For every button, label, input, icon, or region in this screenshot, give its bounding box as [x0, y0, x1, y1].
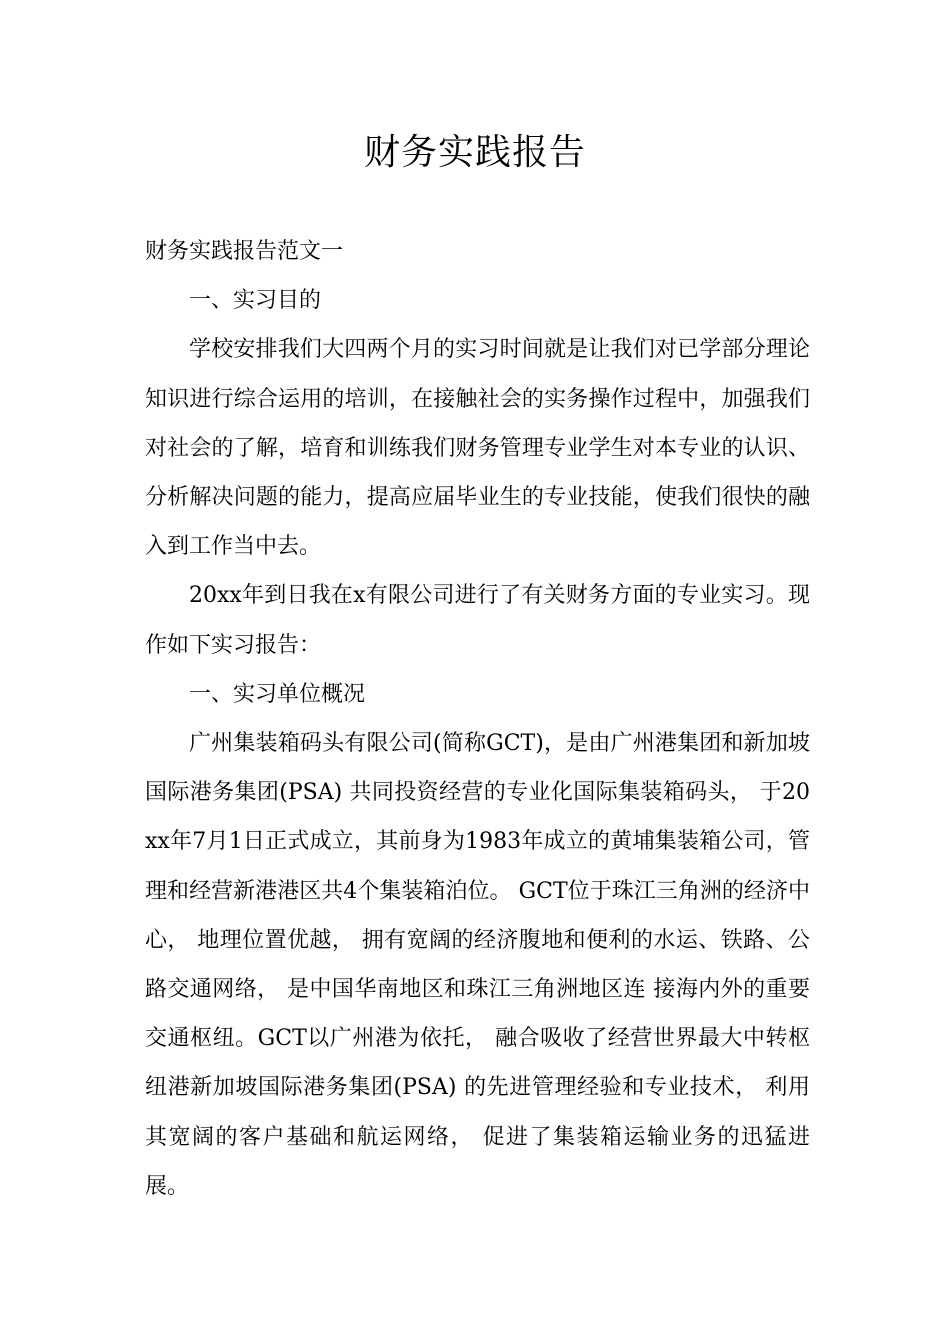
document-title: 财务实践报告: [363, 132, 586, 173]
document-body: [145, 227, 810, 1211]
paragraph-intro: 20xx年到日我在x有限公司进行了有关财务方面的专业实习。现作如下实习报告：: [145, 583, 810, 658]
heading-company-overview: 一、实习单位概况: [189, 681, 366, 707]
paragraph-purpose: 学校安排我们大四两个月的实习时间就是让我们对已学部分理论知识进行综合运用的培训，在接触社会的实务操作过程中，加强我们对社会的了解，培育和训练我们财务管理专业学生对本专业的认识、分析解决问题的能力，提高应届毕业生的专业技能，使我们很快的融入到工作当中去。: [145, 337, 810, 560]
paragraph-company: 广州集装箱码头有限公司(简称GCT)，是由广州港集团和新加坡国际港务集团(PSA) 共同投资经营的专业化国际集装箱码头， 于20xx年7月1日正式成立，其前身为1983年成立的黄埔集装箱公司，管理和经营新港港区共4个集装箱泊位。 GCT位于珠江三角洲的经济中心， 地理位置优越， 拥有宽阔的经济腹地和便利的水运、铁路、公路交通网络， 是中国华南地区和珠江三角洲地区连 接海内外的重要交通枢纽。GCT以广州港为依托， 融合吸收了经营世界最大中转枢纽港新加坡国际港务集团(PSA) 的先进管理经验和专业技术， 利用其宽阔的客户基础和航运网络， 促进了集装箱运输业务的迅猛进展。: [145, 731, 810, 1199]
section-subtitle: 财务实践报告范文一: [145, 239, 344, 264]
heading-practice-purpose: 一、实习目的: [189, 288, 322, 314]
